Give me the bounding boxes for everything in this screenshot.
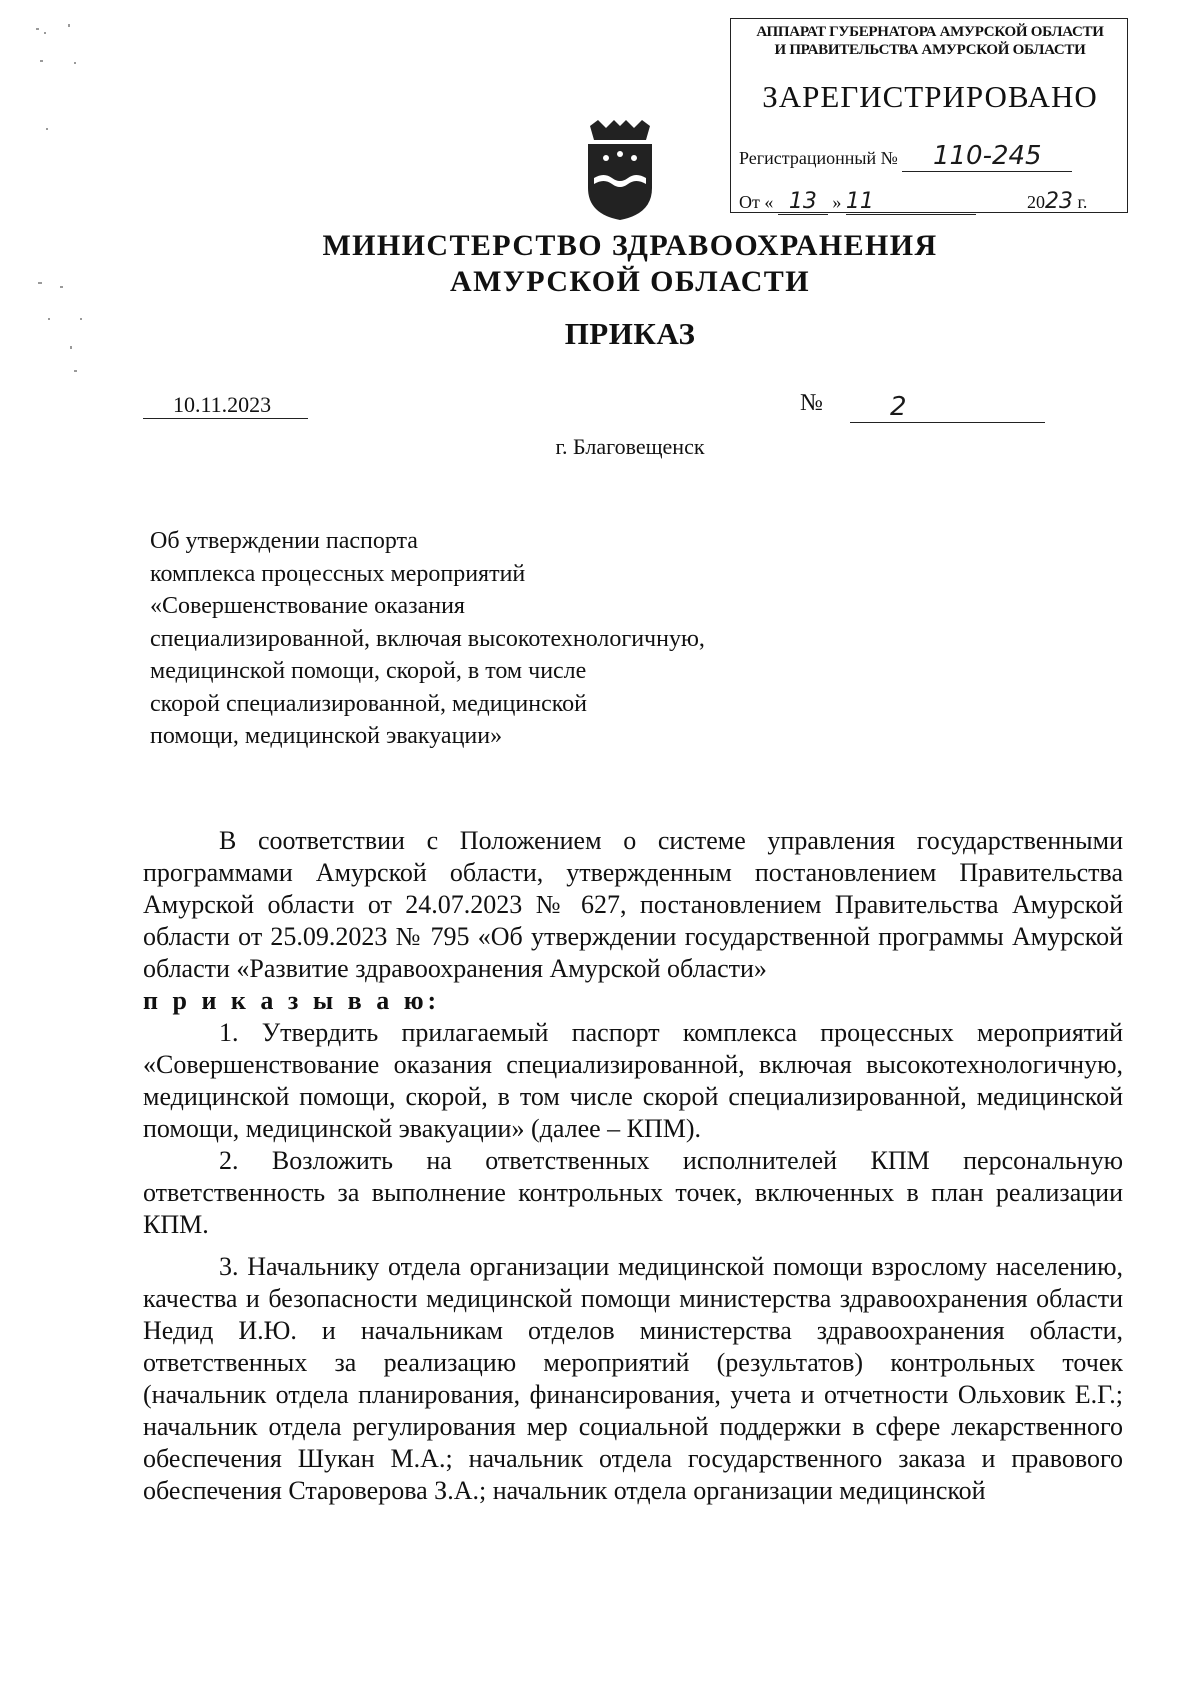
document-type-title: ПРИКАЗ <box>564 316 696 351</box>
item-1-paragraph: 1. Утвердить прилагаемый паспорт комплекса процессных мероприятий «Совершенствование оказания специализированной, включая высокотехнологичную, медицинской помощи, скорой, в том числе скорой специализированной, медицинской помощи, медицинской эвакуации» (далее – КПМ). <box>143 1018 1123 1143</box>
ministry-name-line1: МИНИСТЕРСТВО ЗДРАВООХРАНЕНИЯ <box>322 229 938 262</box>
stamp-year-prefix: 20 <box>1027 192 1045 212</box>
stamp-org-line1: АППАРАТ ГУБЕРНАТОРА АМУРСКОЙ ОБЛАСТИ <box>756 24 1104 40</box>
order-body <box>143 825 1123 1507</box>
stamp-day: 13 <box>778 189 828 215</box>
stamp-reg-row <box>739 141 1072 172</box>
item-3-paragraph: 3. Начальнику отдела организации медицинской помощи взрослому населению, качества и безопасности медицинской помощи министерства здравоохранения области Недид И.Ю. и начальникам отделов министерства здравоохранения области, ответственных за реализацию мероприятий (результатов) контрольных точек (начальник отдела планирования, финансирования, учета и отчетности Ольховик Е.Г.; начальник отдела регулирования мер социальной поддержки в сфере лекарственного обеспечения Шукан М.А.; начальник отдела государственного заказа и правового обеспечения Староверова З.А.; начальник отдела организации медицинской <box>143 1252 1123 1505</box>
registration-stamp <box>730 18 1128 213</box>
order-number-value: 2 <box>890 392 907 422</box>
subject-line: скорой специализированной, медицинской <box>150 690 588 717</box>
item-2-paragraph: 2. Возложить на ответственных исполнителей КПМ персональную ответственность за выполнение контрольных точек, включенных в план реализации КПМ. <box>143 1146 1123 1239</box>
stamp-org-line2: И ПРАВИТЕЛЬСТВА АМУРСКОЙ ОБЛАСТИ <box>774 42 1086 58</box>
city: г. Благовещенск <box>555 434 705 459</box>
stamp-month: 11 <box>846 189 976 215</box>
subject-line: помощи, медицинской эвакуации» <box>150 723 503 749</box>
stamp-mid-quote: » <box>832 192 842 212</box>
stamp-year-suffix: 23 <box>1045 189 1073 214</box>
stamp-title: ЗАРЕГИСТРИРОВАНО <box>762 79 1098 114</box>
order-word: п р и к а з ы в а ю: <box>143 986 441 1015</box>
stamp-from-label: От « <box>739 192 774 212</box>
order-subject <box>150 525 705 753</box>
order-number-field <box>850 392 1045 423</box>
subject-line: специализированной, включая высокотехнологичную, <box>150 625 705 652</box>
stamp-reg-label: Регистрационный № <box>739 148 898 168</box>
stamp-year-group <box>1027 189 1087 214</box>
stamp-reg-number: 110-245 <box>902 141 1072 172</box>
order-number-label: № <box>800 390 823 416</box>
subject-line: комплекса процессных мероприятий <box>150 560 526 587</box>
coat-of-arms-icon <box>580 118 660 223</box>
subject-line: «Совершенствование оказания <box>150 593 465 619</box>
subject-line: Об утверждении паспорта <box>150 528 418 554</box>
subject-line: медицинской помощи, скорой, в том числе <box>150 658 587 684</box>
order-date: 10.11.2023 <box>143 392 308 419</box>
stamp-date-row <box>739 189 1119 215</box>
stamp-year-end: г. <box>1077 192 1088 212</box>
preamble-paragraph: В соответствии с Положением о системе управления государственными программами Амурской области, утвержденным постановлением Правительства Амурской области от 24.07.2023 № 627, постановлением Правительства Амурской области от 25.09.2023 № 795 «Об утверждении государственной программы Амурской области «Развитие здравоохранения Амурской области» <box>143 826 1123 983</box>
ministry-name-line2: АМУРСКОЙ ОБЛАСТИ <box>450 265 810 298</box>
